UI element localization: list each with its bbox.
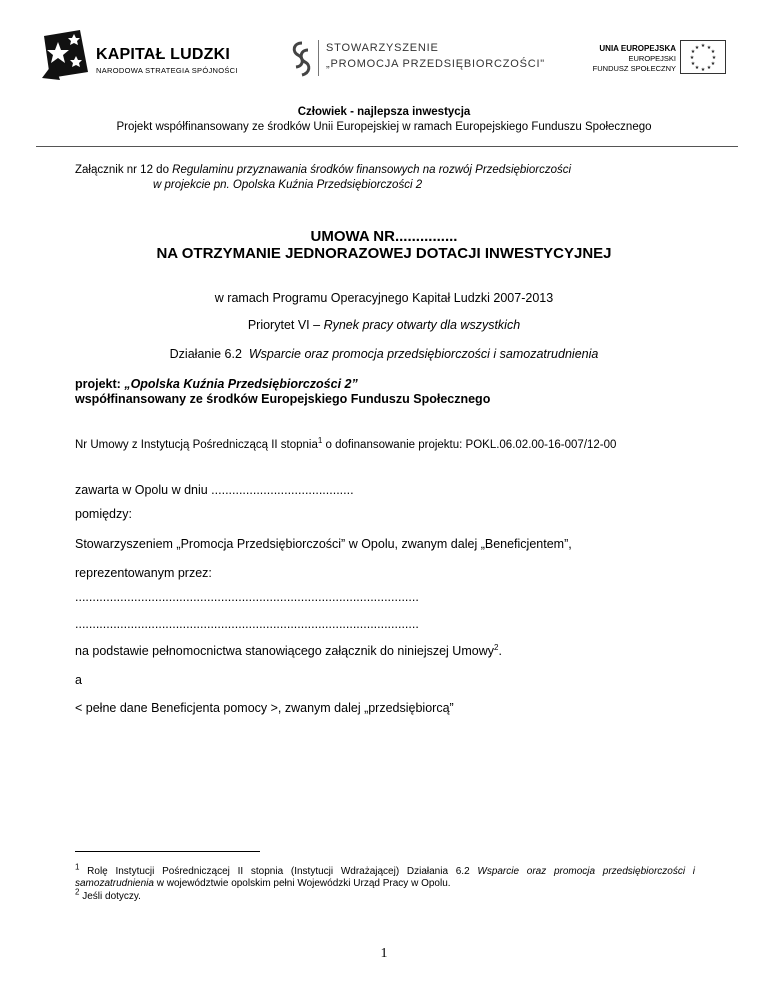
action-italic: Wsparcie oraz promocja przedsiębiorczości i samozatrudnienia	[248, 347, 599, 361]
eu-logo-text	[576, 44, 676, 74]
kapital-ludzki-emblem-icon	[40, 28, 92, 84]
stowarzyszenie-line2: „PROMOCJA PRZEDSIĘBIORCZOŚCI"	[326, 58, 546, 70]
action-prefix: Działanie 6.2	[169, 347, 249, 361]
svg-text:★: ★	[690, 61, 696, 67]
program-line: w ramach Programu Operacyjnego Kapitał Ludzki 2007-2013	[214, 291, 554, 305]
eu-line3: FUNDUSZ SPOŁECZNY	[592, 64, 676, 73]
footnote-ref-2: 2	[493, 642, 499, 652]
kapital-ludzki-logo	[40, 28, 240, 84]
annex-italic1: Regulaminu przyznawania środków finansowych na rozwój Przedsiębiorczości	[172, 164, 572, 176]
svg-text:★: ★	[711, 55, 717, 61]
svg-text:★: ★	[700, 43, 706, 49]
stowarzyszenie-line1: STOWARZYSZENIE	[326, 42, 439, 54]
svg-text:★: ★	[694, 65, 700, 71]
power-line	[75, 644, 502, 658]
cofinance-note: Projekt współfinansowany ze środków Unii Europejskiej w ramach Europejskiego Funduszu Społecznego	[116, 121, 652, 133]
project-label: projekt:	[75, 377, 125, 391]
footnote-divider	[75, 851, 260, 852]
power-end: .	[498, 644, 502, 658]
power-text: na podstawie pełnomocnictwa stanowiącego załącznik do niniejszej Umowy	[75, 644, 494, 658]
svg-text:★: ★	[700, 67, 706, 73]
page-number: 1	[380, 946, 388, 961]
footnote-1-text-a: Rolę Instytucji Pośredniczącej II stopnia (Instytucji Wdrażającej) Działania 6.2	[79, 866, 478, 877]
stowarzyszenie-logo	[288, 40, 546, 80]
project-cofinanced: współfinansowany ze środków Europejskiego Funduszu Społecznego	[75, 392, 491, 406]
footnote-1	[75, 862, 695, 890]
dots-line-1: ...................................................................................................	[75, 590, 419, 604]
annex-note	[75, 163, 695, 193]
svg-text:★: ★	[694, 45, 700, 51]
svg-text:★: ★	[689, 55, 695, 61]
priority-prefix: Priorytet VI –	[247, 318, 324, 332]
footnote-1-italic: Wsparcie oraz promocja przedsiębiorczości i samozatrudnienia	[75, 866, 695, 889]
logo-separator	[318, 40, 319, 76]
annex-italic2: w projekcie pn. Opolska Kuźnia Przedsiębiorczości 2	[153, 179, 423, 191]
document-title-line2: NA OTRZYMANIE JEDNORAZOWEJ DOTACJI INWESTYCYJNEJ	[156, 245, 612, 262]
eu-line2: EUROPEJSKI	[628, 54, 676, 63]
footnote-2	[75, 887, 141, 903]
svg-text:★: ★	[706, 65, 712, 71]
kapital-ludzki-title: KAPITAŁ LUDZKI	[96, 46, 231, 63]
svg-text:★: ★	[710, 61, 716, 67]
stowarzyszenie-emblem-icon	[288, 40, 314, 78]
action-line	[0, 347, 768, 361]
association-line: Stowarzyszeniem „Promocja Przedsiębiorczości” w Opolu, zwanym dalej „Beneficjentem”,	[75, 537, 572, 551]
dots-line-2: ...................................................................................................	[75, 617, 419, 631]
eu-flag-icon	[680, 40, 726, 74]
project-block	[75, 377, 490, 407]
footnote-1-number: 1	[75, 862, 80, 872]
represented-line: reprezentowanym przez:	[75, 566, 212, 580]
annex-prefix: Załącznik nr 12 do	[75, 164, 173, 176]
eu-line1: UNIA EUROPEJSKA	[599, 44, 676, 53]
footnote-2-number: 2	[75, 887, 80, 897]
agreement-number-suffix: o dofinansowanie projektu: POKL.06.02.00-16-007/12-00	[322, 439, 617, 451]
priority-line	[0, 318, 768, 332]
svg-text:★: ★	[710, 49, 716, 55]
kapital-ludzki-subtitle: NARODOWA STRATEGIA SPÓJNOŚCI	[96, 66, 238, 75]
svg-text:★: ★	[690, 49, 696, 55]
footnote-ref-1: 1	[317, 436, 323, 446]
header-divider	[36, 146, 738, 147]
slogan: Człowiek - najlepsza inwestycja	[297, 106, 471, 118]
svg-text:★: ★	[706, 45, 712, 51]
agreement-number-prefix: Nr Umowy z Instytucją Pośredniczącą II stopnia	[75, 439, 318, 451]
footnote-1-text-b: w województwie opolskim pełni Wojewódzki Urząd Pracy w Opolu.	[153, 878, 451, 889]
priority-italic: Rynek pracy otwarty dla wszystkich	[323, 318, 521, 332]
beneficiary-line: < pełne dane Beneficjenta pomocy >, zwanym dalej „przedsiębiorcą”	[75, 701, 454, 715]
concluded-line: zawarta w Opolu w dniu .........................................	[75, 483, 354, 497]
project-name: „Opolska Kuźnia Przedsiębiorczości 2”	[124, 377, 358, 391]
footnote-2-text: Jeśli dotyczy.	[79, 891, 141, 902]
agreement-number	[75, 436, 617, 451]
document-title-line1: UMOWA NR...............	[310, 228, 458, 245]
and-line: a	[75, 673, 82, 687]
between-line: pomiędzy:	[75, 507, 132, 521]
